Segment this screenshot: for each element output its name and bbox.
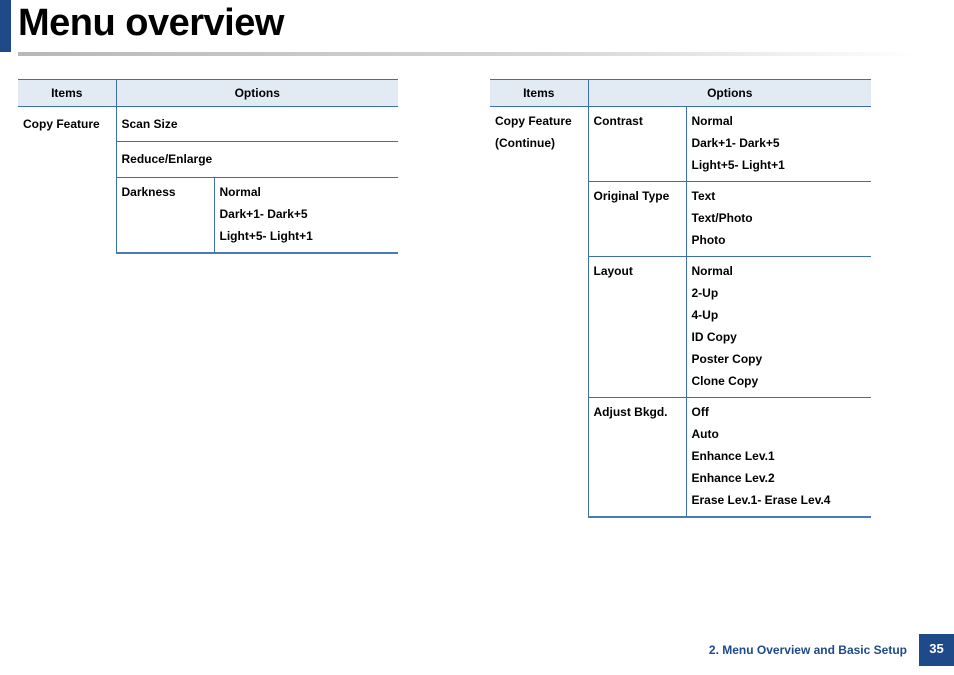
contrast-values <box>686 107 871 182</box>
adjust-bkgd-value: Enhance Lev.2 <box>691 471 775 485</box>
original-type-value: Photo <box>691 233 726 247</box>
title-accent-bar <box>0 0 11 52</box>
layout-value: Clone Copy <box>691 374 759 388</box>
contrast-value: Light+5- Light+1 <box>691 158 785 172</box>
layout-value: ID Copy <box>691 330 737 344</box>
header-options: Options <box>116 80 398 107</box>
layout-value: 2-Up <box>691 286 719 300</box>
original-type-values <box>686 182 871 257</box>
header-options: Options <box>588 80 871 107</box>
layout-value: Normal <box>691 264 733 278</box>
option-darkness: Darkness <box>116 177 214 253</box>
item-copy-feature-continue <box>490 107 588 518</box>
menu-table-left <box>18 79 398 254</box>
page-number: 35 <box>919 634 954 666</box>
darkness-value: Dark+1- Dark+5 <box>219 206 308 221</box>
option-layout: Layout <box>588 257 686 398</box>
layout-value: 4-Up <box>691 308 719 322</box>
layout-value: Poster Copy <box>691 352 763 366</box>
item-continue-note: (Continue) <box>495 136 555 150</box>
option-scan-size: Scan Size <box>116 107 398 142</box>
menu-table-right <box>490 79 871 518</box>
darkness-value: Light+5- Light+1 <box>219 228 313 243</box>
adjust-bkgd-value: Auto <box>691 427 719 441</box>
option-original-type: Original Type <box>588 182 686 257</box>
title-divider <box>18 52 918 56</box>
header-items: Items <box>490 80 588 107</box>
option-reduce-enlarge: Reduce/Enlarge <box>116 142 398 177</box>
adjust-bkgd-value: Off <box>691 405 709 419</box>
option-adjust-bkgd: Adjust Bkgd. <box>588 398 686 518</box>
darkness-value: Normal <box>219 184 261 199</box>
adjust-bkgd-value: Enhance Lev.1 <box>691 449 775 463</box>
footer-section-title: 2. Menu Overview and Basic Setup <box>708 643 907 657</box>
option-contrast: Contrast <box>588 107 686 182</box>
darkness-values <box>214 177 398 253</box>
header-items: Items <box>18 80 116 107</box>
item-copy-feature: Copy Feature <box>18 107 116 253</box>
item-label: Copy Feature <box>495 114 572 128</box>
page-title: Menu overview <box>18 2 284 44</box>
adjust-bkgd-value: Erase Lev.1- Erase Lev.4 <box>691 493 831 507</box>
original-type-value: Text/Photo <box>691 211 753 225</box>
adjust-bkgd-values <box>686 398 871 518</box>
original-type-value: Text <box>691 189 716 203</box>
layout-values <box>686 257 871 398</box>
contrast-value: Dark+1- Dark+5 <box>691 136 780 150</box>
contrast-value: Normal <box>691 114 733 128</box>
